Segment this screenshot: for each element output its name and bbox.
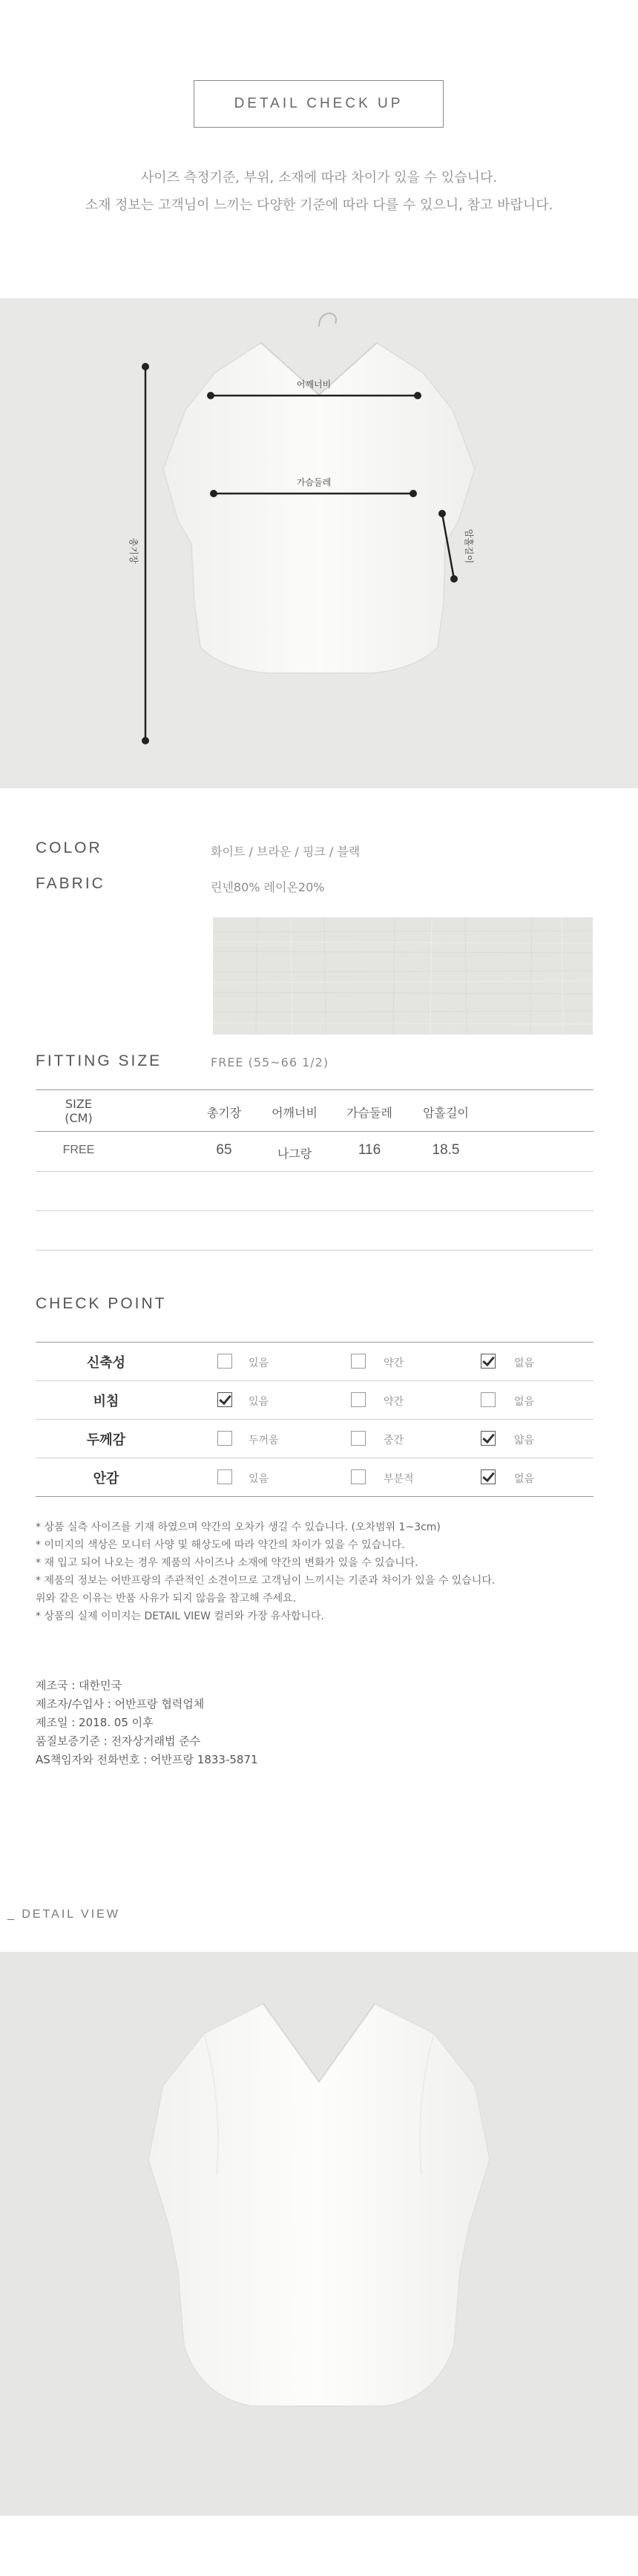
- size-header-shoulder: 어깨너비: [272, 1106, 318, 1120]
- shoulder-label: 어깨너비: [296, 379, 332, 390]
- checkbox[interactable]: [481, 1392, 496, 1407]
- size-table-top-rule: [36, 1089, 593, 1090]
- fabric-swatch-image: [213, 917, 593, 1035]
- checkbox-checked[interactable]: [217, 1392, 232, 1407]
- note-line: * 상품의 실제 이미지는 DETAIL VIEW 컬러와 가장 유사합니다.: [36, 1610, 324, 1622]
- note-line: * 제품의 정보는 어반프랑의 주관적인 소견이므로 고객님이 느끼시는 기준과 차이가 있을 수 있습니다.: [36, 1575, 496, 1587]
- check-point-row-label: 안감: [93, 1471, 119, 1487]
- size-cell-chest: 116: [358, 1142, 381, 1158]
- size-header-length: 총기장: [206, 1106, 242, 1120]
- note-line: * 재 입고 되어 나오는 경우 제품의 사이즈나 소재에 약간의 변화가 있을 수 있습니다.: [36, 1557, 418, 1569]
- chest-label: 가슴둘레: [296, 477, 332, 488]
- checkbox[interactable]: [351, 1431, 366, 1446]
- size-cell-length: 65: [216, 1142, 232, 1158]
- maker-info-line: 제조국 : 대한민국: [36, 1679, 122, 1692]
- checkbox-checked[interactable]: [481, 1431, 496, 1446]
- garment-illustration: [0, 298, 638, 788]
- checkbox[interactable]: [351, 1354, 366, 1369]
- fitting-size-label: FITTING SIZE: [36, 1052, 162, 1069]
- check-point-row-rule: [36, 1419, 593, 1420]
- maker-info-line: 품질보증기준 : 전자상거래법 준수: [36, 1734, 201, 1748]
- checkbox-option-label: 부분적: [384, 1473, 414, 1485]
- checkbox-option-label: 중간: [384, 1435, 404, 1446]
- color-value: 화이트 / 브라운 / 핑크 / 블랙: [211, 845, 361, 859]
- note-line: * 이미지의 색상은 모니터 사양 및 해상도에 따라 약간의 차이가 있을 수 있습니다.: [36, 1539, 405, 1551]
- maker-info-line: 제조자/수입사 : 어반프랑 협력업체: [36, 1697, 205, 1711]
- checkbox[interactable]: [217, 1354, 232, 1369]
- size-cell-armhole: 18.5: [432, 1142, 460, 1158]
- checkbox-option-label: 있음: [249, 1396, 269, 1408]
- section-title: DETAIL CHECK UP: [194, 80, 444, 128]
- length-label: 총기장: [128, 537, 139, 564]
- checkbox[interactable]: [351, 1392, 366, 1407]
- checkbox-option-label: 없음: [514, 1396, 535, 1408]
- checkbox[interactable]: [217, 1431, 232, 1446]
- size-table-row-rule: [36, 1171, 593, 1172]
- color-label: COLOR: [36, 839, 102, 856]
- size-table-empty-rule-1: [36, 1210, 593, 1211]
- checkbox[interactable]: [351, 1469, 366, 1484]
- check-point-row-rule: [36, 1496, 593, 1497]
- note-line: 위와 같은 이유는 반품 사유가 되지 않음을 참고해 주세요.: [36, 1593, 297, 1605]
- check-point-row-label: 두께감: [86, 1432, 126, 1448]
- size-cell-size: FREE: [62, 1144, 95, 1156]
- fabric-label: FABRIC: [36, 875, 105, 892]
- size-header-size: SIZE (CM): [65, 1097, 93, 1125]
- measurement-figure: [0, 298, 638, 788]
- check-point-top-rule: [36, 1342, 593, 1343]
- check-point-row-label: 신축성: [86, 1355, 126, 1371]
- size-cell-shoulder: 나그랑: [277, 1147, 312, 1161]
- size-table-header-rule: [36, 1131, 593, 1132]
- check-point-row-rule: [36, 1380, 593, 1381]
- checkbox-checked[interactable]: [481, 1469, 496, 1484]
- detail-view-label: _ DETAIL VIEW: [7, 1908, 120, 1921]
- size-header-chest: 가슴둘레: [346, 1106, 392, 1120]
- checkbox-option-label: 없음: [514, 1473, 535, 1485]
- checkbox-option-label: 있음: [249, 1473, 269, 1485]
- checkbox-checked[interactable]: [481, 1354, 496, 1369]
- note-line: * 상품 실측 사이즈를 기재 하였으며 약간의 오차가 생길 수 있습니다. (오차범위 1~3cm): [36, 1521, 441, 1533]
- checkbox-option-label: 없음: [514, 1357, 535, 1369]
- check-point-title: CHECK POINT: [36, 1295, 167, 1312]
- checkbox-option-label: 약간: [384, 1396, 404, 1408]
- checkbox-option-label: 얇음: [514, 1435, 535, 1446]
- checkbox-option-label: 약간: [384, 1357, 404, 1369]
- maker-info-line: AS책임자와 전화번호 : 어반프랑 1833-5871: [36, 1753, 258, 1766]
- size-table-empty-rule-2: [36, 1250, 593, 1251]
- armhole-label: 암홀길이: [464, 528, 474, 564]
- checkbox-option-label: 있음: [249, 1357, 269, 1369]
- checkbox[interactable]: [217, 1469, 232, 1484]
- check-point-row-label: 비침: [93, 1394, 119, 1409]
- detail-view-photo: [0, 1952, 638, 2516]
- fitting-size-value: FREE (55~66 1/2): [211, 1055, 329, 1069]
- maker-info-line: 제조일 : 2018. 05 이후: [36, 1716, 154, 1729]
- intro-line-1: 사이즈 측정기준, 부위, 소재에 따라 차이가 있을 수 있습니다.: [140, 170, 498, 186]
- checkbox-option-label: 두꺼움: [249, 1435, 279, 1446]
- fabric-value: 린넨80% 레이온20%: [211, 880, 325, 894]
- intro-line-2: 소재 정보는 고객님이 느끼는 다양한 기준에 따라 다를 수 있으니, 참고 바랍니다.: [85, 197, 553, 213]
- size-header-armhole: 암홀길이: [423, 1106, 469, 1120]
